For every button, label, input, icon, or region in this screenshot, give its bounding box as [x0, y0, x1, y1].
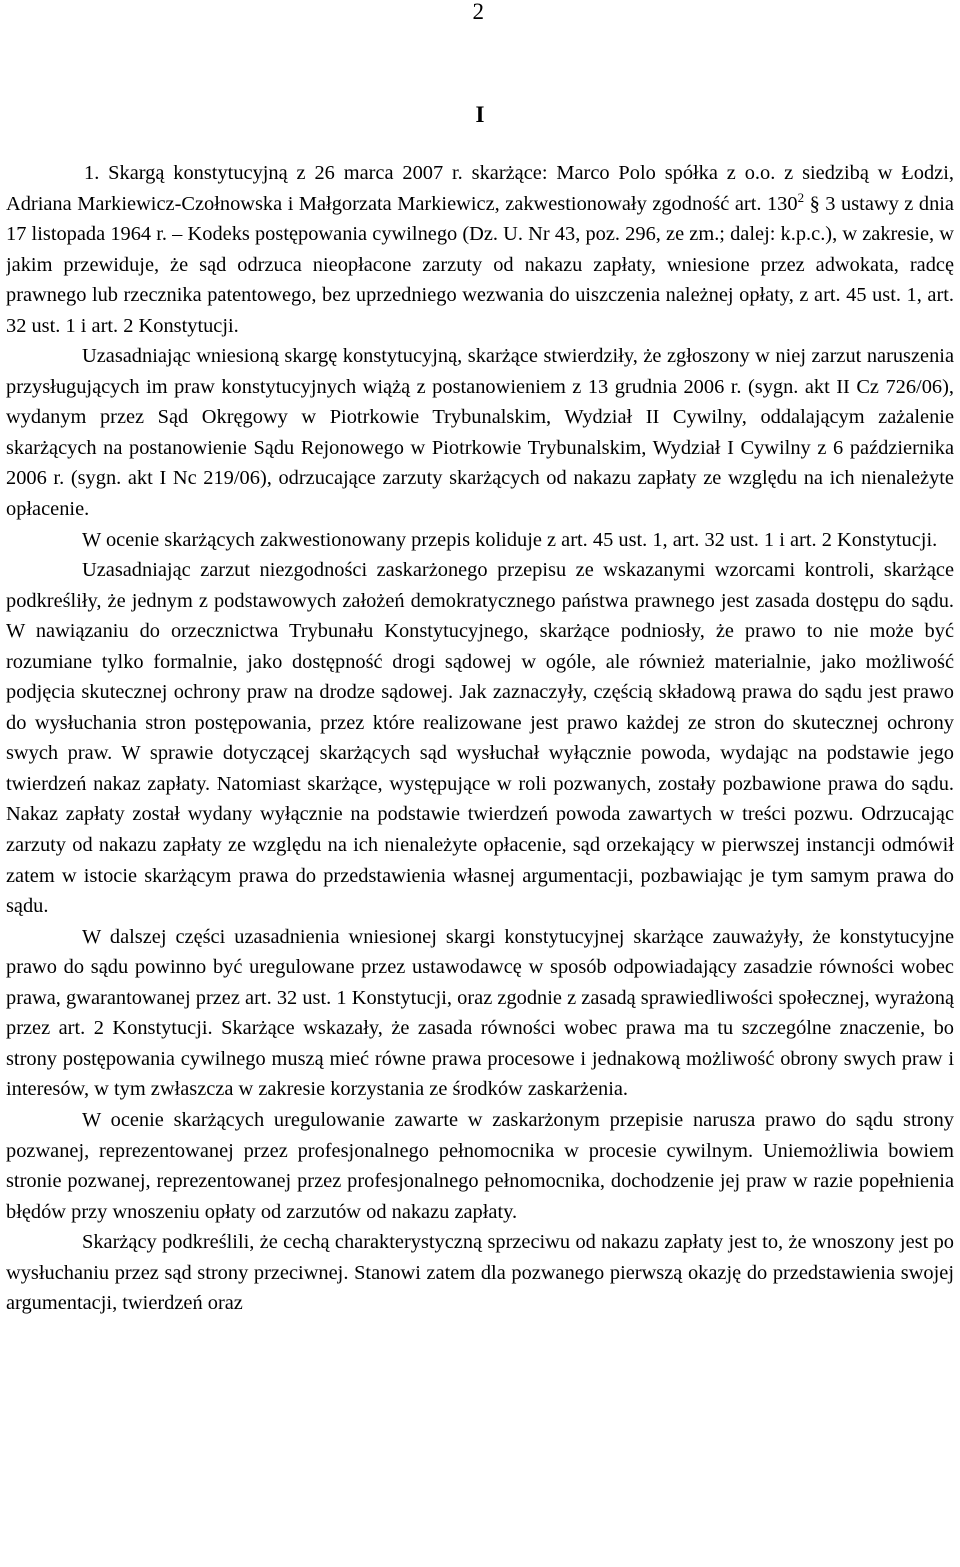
- paragraph: W ocenie skarżących uregulowanie zawarte w zaskarżonym przepisie narusza prawo do sądu strony pozwanej, reprezentowanej przez profesjonalnego pełnomocnika w procesie cywilnym. Uniemożliwia bowiem stronie pozwanej, reprezentowanej przez profesjonalnego pełnomocnika, dochodzenie jej praw w razie popełnienia błędów przy wnoszeniu opłaty od zarzutów od nakazu zapłaty.: [6, 1108, 954, 1223]
- paragraph: W ocenie skarżących zakwestionowany przepis koliduje z art. 45 ust. 1, art. 32 ust. 1 i art. 2 Konstytucji.: [82, 528, 938, 551]
- paragraph: W dalszej części uzasadnienia wniesionej skargi konstytucyjnej skarżące zauważyły, że konstytucyjne prawo do sądu powinno być uregulowane przez ustawodawcę w sposób odpowiadający zasadzie równości wobec prawa, gwarantowanej przez art. 32 ust. 1 Konstytucji, oraz zgodnie z zasadą sprawiedliwości społecznej, wyrażoną przez art. 2 Konstytucji. Skarżące wskazały, że zasada równości wobec prawa ma tu szczególne znaczenie, bo strony postępowania cywilnego muszą mieć równe prawa procesowe i jednakową możliwość obrony swych praw i interesów, w tym zwłaszcza w zakresie korzystania ze środków zaskarżenia.: [6, 925, 954, 1101]
- paragraph: [6, 158, 954, 341]
- page-number: 2: [472, 0, 484, 24]
- document-body: [6, 158, 954, 1319]
- section-heading: I: [475, 102, 485, 127]
- paragraph-text: 1. Skargą konstytucyjną z 26 marca 2007 r. skarżące: Marco Polo spółka z o.o. z siedzibą w Łodzi, Adriana Markiewicz-Czołnowska i Małgorzata Markiewicz, zakwestionowały zgodność art. 130: [6, 162, 954, 215]
- paragraph: Skarżący podkreślili, że cechą charakterystyczną sprzeciwu od nakazu zapłaty jest to, że wnoszony jest po wysłuchaniu przez sąd strony przeciwnej. Stanowi zatem dla pozwanego pierwszą okazję do przedstawienia swojej argumentacji, twierdzeń oraz: [6, 1231, 954, 1315]
- paragraph-text: § 3 ustawy z dnia 17 listopada 1964 r. – Kodeks postępowania cywilnego (Dz. U. Nr 43, poz. 296, ze zm.; dalej: k.p.c.), w zakresie, w jakim przewiduje, że sąd odrzuca nieopłacone zarzuty od nakazu zapłaty, wniesione przez adwokata, radcę prawnego lub rzecznika patentowego, bez uprzedniego wezwania do uiszczenia należnej opłaty, z art. 45 ust. 1, art. 32 ust. 1 i art. 2 Konstytucji.: [6, 192, 954, 337]
- superscript: 2: [797, 189, 805, 205]
- document-page: [6, 0, 954, 1567]
- paragraph: Uzasadniając zarzut niezgodności zaskarżonego przepisu ze wskazanymi wzorcami kontroli, skarżące podkreśliły, że jednym z podstawowych założeń demokratycznego państwa prawnego jest zasada dostępu do sądu. W nawiązaniu do orzecznictwa Trybunału Konstytucyjnego, skarżące podniosły, że prawo to nie może być rozumiane tylko formalnie, jako dostępność drogi sądowej w ogóle, ale również materialnie, jako możliwość podjęcia skutecznej ochrony praw na drodze sądowej. Jak zaznaczyły, częścią składową prawa do sądu jest prawo do wysłuchania stron postępowania, przez które realizowane jest prawo każdej ze stron do skutecznej ochrony swych praw. W sprawie dotyczącej skarżących sąd wysłuchał wyłącznie powoda, wydając na podstawie jego twierdzeń nakaz zapłaty. Natomiast skarżące, występujące w roli pozwanych, zostały pozbawione prawa do sądu. Nakaz zapłaty został wydany wyłącznie na podstawie twierdzeń powoda zawartych w treści pozwu. Odrzucając zarzuty od nakazu zapłaty ze względu na ich nienależyte opłacenie, sąd orzekający w pierwszej instancji odmówił zatem w istocie skarżącym prawa do przedstawienia własnej argumentacji, pozbawiając je tym samym prawa do sądu.: [6, 559, 954, 918]
- paragraph: Uzasadniając wniesioną skargę konstytucyjną, skarżące stwierdziły, że zgłoszony w niej zarzut naruszenia przysługujących im praw konstytucyjnych wiążą z postanowieniem z 13 grudnia 2006 r. (sygn. akt II Cz 726/06), wydanym przez Sąd Okręgowy w Piotrkowie Trybunalskim, Wydział II Cywilny, oddalającym zażalenie skarżących na postanowienie Sądu Rejonowego w Piotrkowie Trybunalskim, Wydział I Cywilny z 6 października 2006 r. (sygn. akt I Nc 219/06), odrzucające zarzuty skarżących od nakazu zapłaty ze względu na ich nienależyte opłacenie.: [6, 345, 954, 521]
